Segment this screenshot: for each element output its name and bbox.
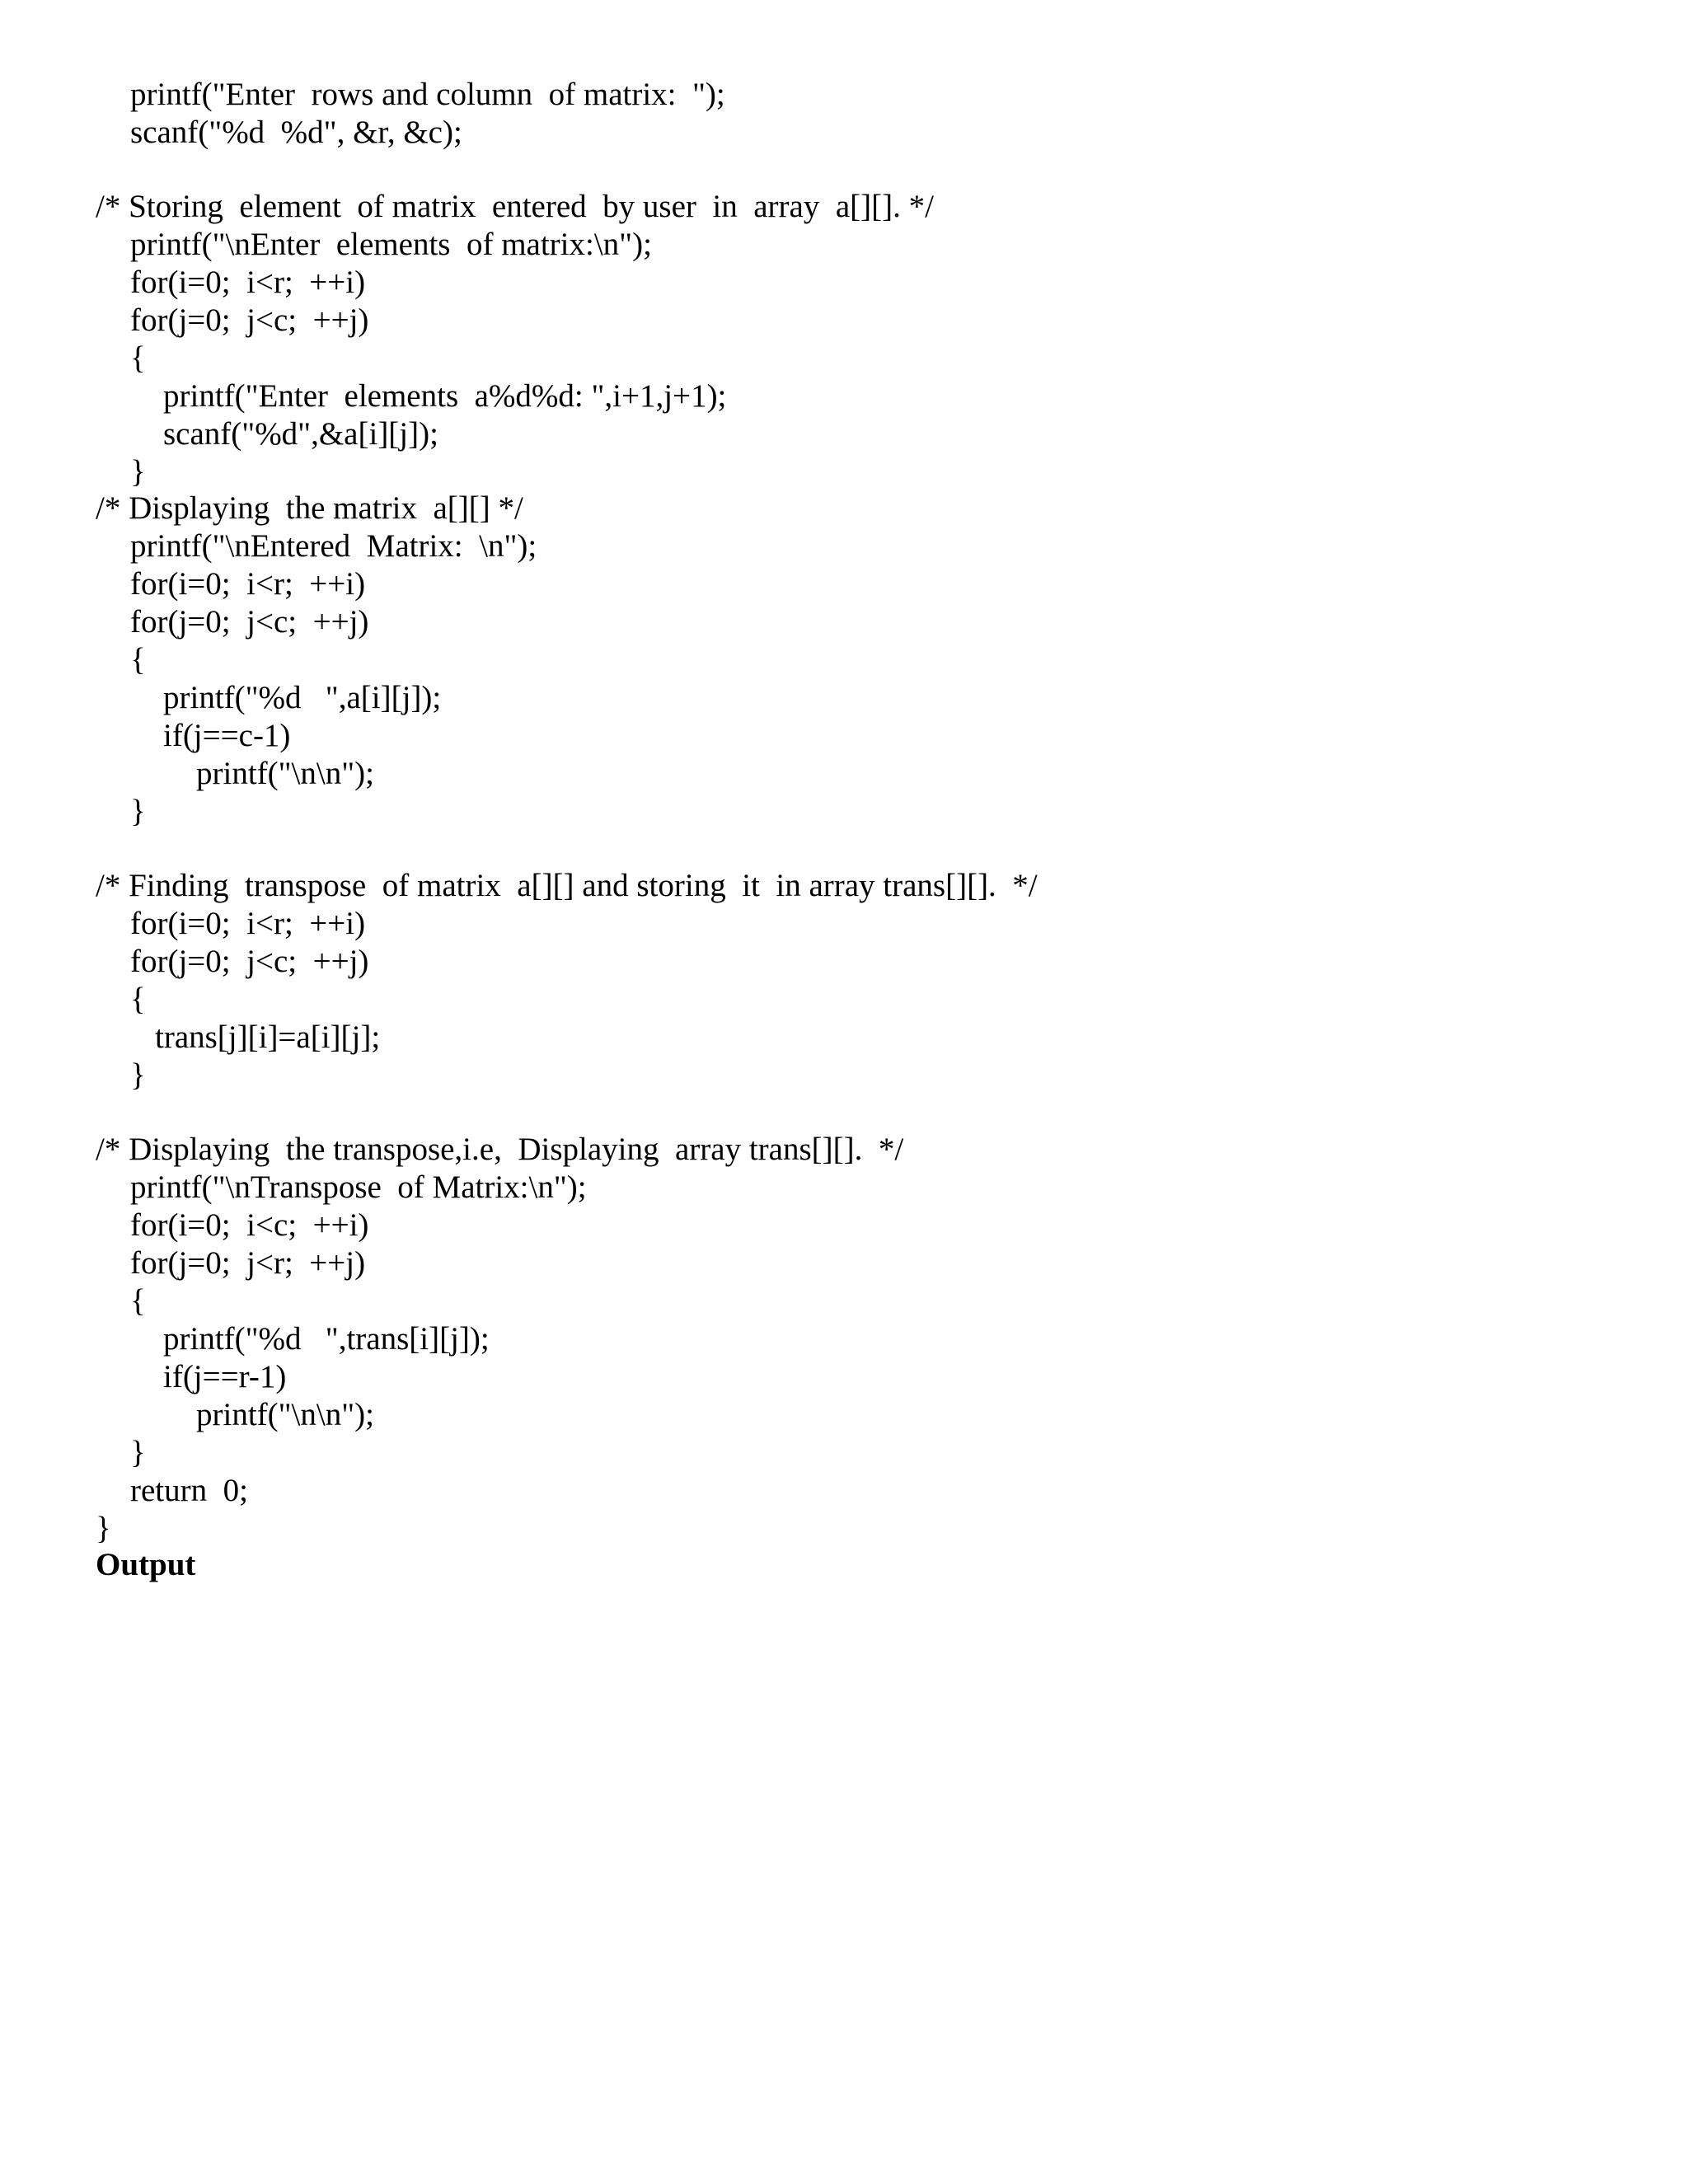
- code-line: if(j==r-1): [163, 1359, 287, 1394]
- code-line: return 0;: [130, 1473, 248, 1508]
- code-line: scanf("%d %d", &r, &c);: [130, 115, 462, 150]
- code-line: for(j=0; j<r; ++j): [130, 1245, 366, 1281]
- code-line: for(j=0; j<c; ++j): [130, 302, 369, 338]
- code-line: printf("\nEntered Matrix: \n");: [130, 528, 537, 564]
- code-line: for(j=0; j<c; ++j): [130, 944, 369, 979]
- code-line: printf("\nTranspose of Matrix:\n");: [130, 1169, 587, 1205]
- code-line: }: [130, 794, 146, 829]
- code-line: printf("\nEnter elements of matrix:\n");: [130, 227, 652, 262]
- code-line: for(i=0; i<r; ++i): [130, 566, 366, 602]
- code-line: printf("\n\n");: [196, 756, 374, 791]
- code-line: printf("Enter elements a%d%d: ",i+1,j+1);: [163, 378, 727, 414]
- code-line: for(i=0; i<r; ++i): [130, 906, 366, 941]
- code-line: for(i=0; i<c; ++i): [130, 1207, 369, 1243]
- code-line: printf("%d ",a[i][j]);: [163, 680, 442, 715]
- code-line: printf("%d ",trans[i][j]);: [163, 1321, 490, 1357]
- output-heading: Output: [96, 1547, 196, 1582]
- code-line: }: [96, 1511, 111, 1546]
- code-line: {: [130, 982, 146, 1017]
- code-line: }: [130, 1057, 146, 1093]
- code-line: for(j=0; j<c; ++j): [130, 604, 369, 640]
- code-line: trans[j][i]=a[i][j];: [155, 1019, 381, 1055]
- code-line: {: [130, 642, 146, 677]
- code-comment: /* Storing element of matrix entered by user in array a[][]. */: [96, 189, 934, 224]
- code-line: }: [130, 454, 146, 490]
- code-line: {: [130, 340, 146, 376]
- code-comment: /* Displaying the transpose,i.e, Displaying array trans[][]. */: [96, 1132, 904, 1167]
- code-line: printf("\n\n");: [196, 1397, 374, 1432]
- code-comment: /* Finding transpose of matrix a[][] and storing it in array trans[][]. */: [96, 868, 1038, 903]
- code-line: {: [130, 1283, 146, 1319]
- code-line: scanf("%d",&a[i][j]);: [163, 416, 438, 452]
- code-line: printf("Enter rows and column of matrix: ");: [130, 77, 725, 112]
- code-comment: /* Displaying the matrix a[][] */: [96, 490, 523, 526]
- code-line: if(j==c-1): [163, 718, 291, 753]
- code-line: }: [130, 1435, 146, 1470]
- code-line: for(i=0; i<r; ++i): [130, 265, 366, 300]
